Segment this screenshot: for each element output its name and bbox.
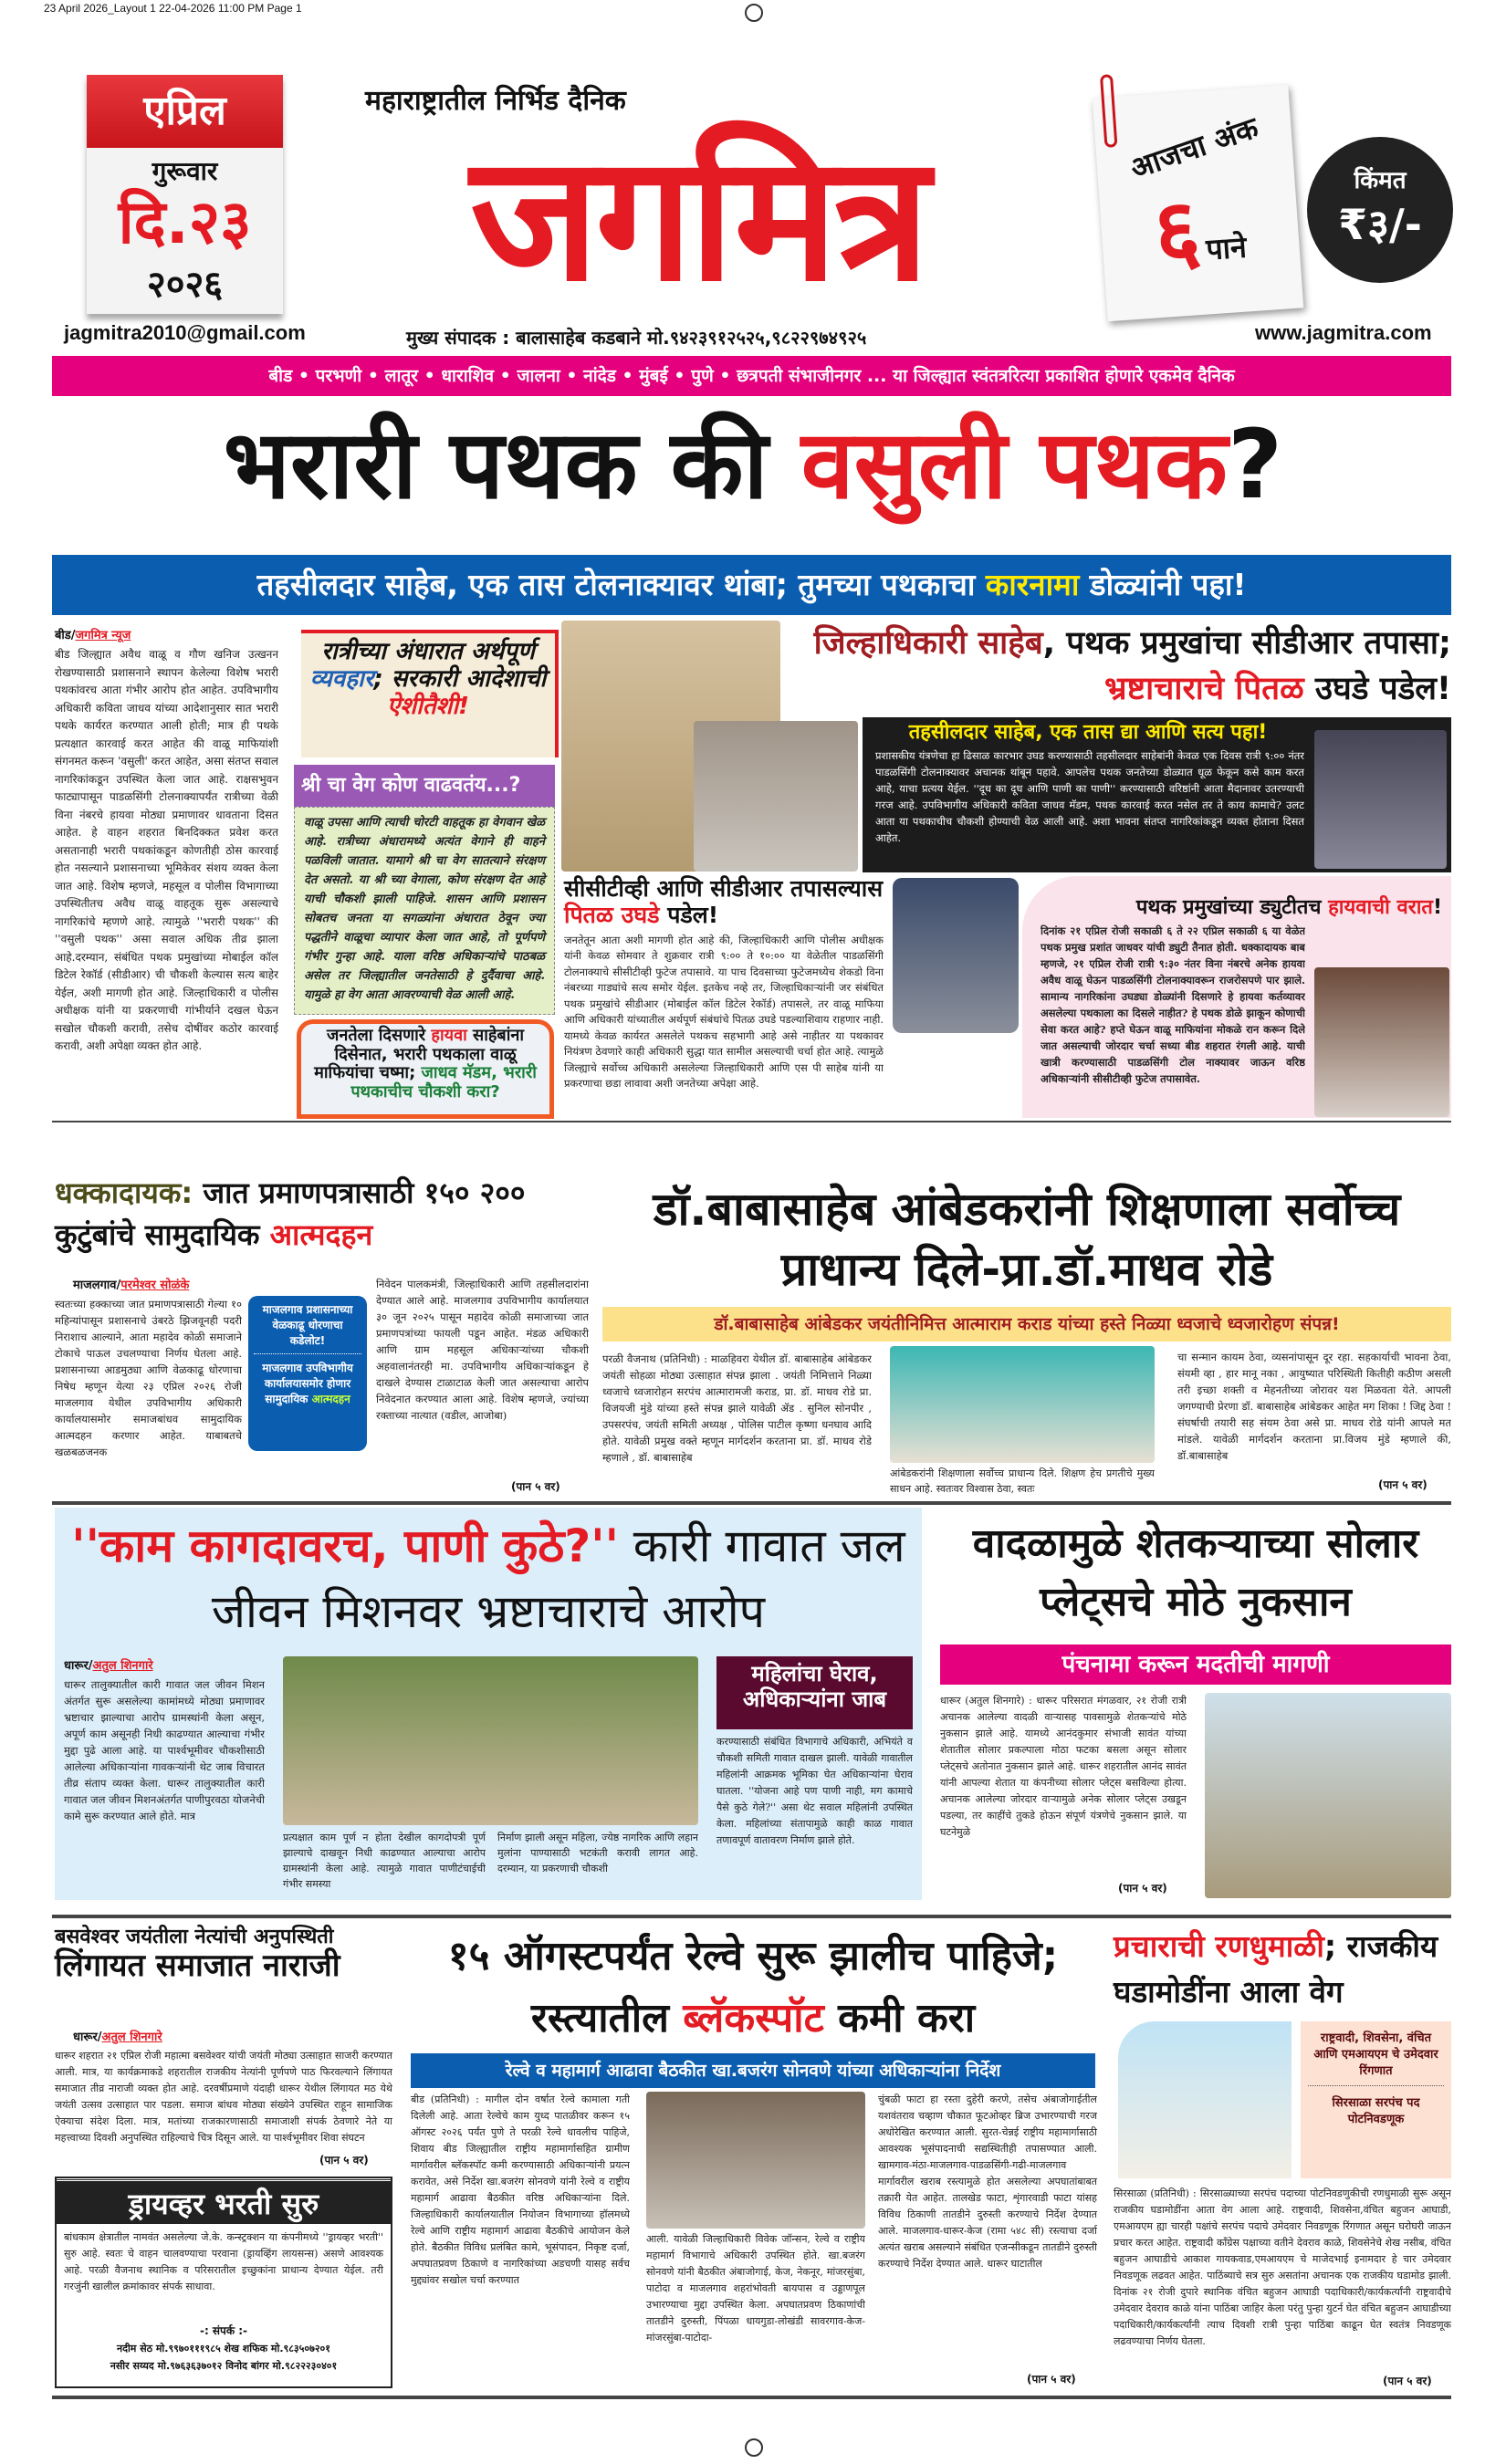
lead-article [55, 626, 278, 1113]
banner-highlight: कारनामा [985, 567, 1080, 602]
water-article [64, 1656, 265, 1898]
official-photo [1314, 967, 1449, 1117]
price-label: किंमत [1354, 167, 1407, 194]
caste-blue-box [248, 1296, 367, 1451]
headline-highlight: जिल्हाधिकारी साहेब [813, 625, 1043, 662]
byline [73, 1276, 189, 1292]
article-body: सिरसाळा (प्रतिनिधी) : सिरसाळ्याच्या सरपंच पदाच्या पोटनिवडणुकीची रणधुमाळी सुरू असून राजकीय घडामोडींना आता वेग आला आहे. राष्ट्रवादी, शिवसेना,वंचित बहुजन आघाडी, एमआयएम ह्या चारही पक्षांचे सरपंच पदाचे उमेदवार निवडणूक रिंगणात असून घरोघरी जाऊन प्रचार करत आहेत. राष्ट्रवादी कॉंग्रेस पक्षाच्या वतीने देवराव काळे, शिवसेनेचे शेख नसीब, वंचित बहुजन आघाडीचे आकाश गायकवाड,एमआयएम चे माजेदभाई इनामदार हे चार उमेदवार निवडणूक लढवत आहेत. पाठिंब्याचे सत्र सुरु असतांना अचानक एक राजकीय घडामोड झाली. दिनांक २१ रोजी दुपारे स्थानिक वंचित बहुजन आघाडी पदाधिकारी/कार्यकर्त्यांनी राष्ट्रवादीचे उमेदवार देवराव काळे यांना पाठिंबा जाहिर केला परंतु पुन्हा युटर्न घेत वंचित बहुजन आघाडीच्या पदाधिकारी/कार्यकर्त्यांनी त्याच दिवशी रात्री पुन्हा पाठिंबा काढून घेत स्वतंत्र निवडणूक लढवण्याचा निर्णय घेतला. [1114, 2187, 1451, 2347]
box-highlight: आत्मदहन [311, 1393, 350, 1405]
ad-contact-line: नदीम सेठ मो.९९७०१११९८५ शेख शफिक मो.९८३५०७२०१ [117, 2343, 330, 2354]
article-body: धारूर (अतुल शिनगारे) : धारूर परिसरात मंगळवार, २१ रोजी रात्री अचानक आलेल्या वादळी वाऱ्यासह पावसामुळे शेतकऱ्यांचे मोठे नुकसान झाले आहे. यामध्ये आनंदकुमार संभाजी सावंत यांच्या शेतातील सोलार प्रकल्पाला मोठा फटका बसला असून सोलार प्लेट्सचे अतोनात नुकसान झाले आहे. धारूर शहरातील आनंद सावंत यांनी आपल्या शेतात या कंपनीच्या सोलार प्लेट्स बसविल्या होत्या. अचानक आलेल्या जोरदार वाऱ्यामुळे अनेक सोलार प्लेट्स उखडून पडल्या, तर काहींचे तुकडे होऊन संपूर्ण यंत्रणेचे नुकसान झाले. या घटनेमुळे [940, 1695, 1187, 1838]
headline-text: , पथक प्रमुखांचा सीडीआर तपासा; [1042, 625, 1451, 662]
headline-text: ; राजकीय घडामोडींना आला वेग [1114, 1928, 1438, 2010]
article-body: बीड जिल्ह्यात अवैध वाळू व गौण खनिज उत्खनन रोखण्यासाठी प्रशासनाने स्थापन केलेल्या विशेष भरारी पथकांवरच आता गंभीर आरोप होत आहेत. उपविभागीय अधिकारी कविता जाधव यांच्या आदेशानुसार सात भरारी पथके कार्यरत करण्यात आली होती; मात्र ही पथके प्रत्यक्षात कारवाई करत आहेत की वाळू माफियांशी संगनमत करून 'वसुली' करत आहेत, असा संतप्त सवाल नागरिकांकडून उपस्थित केला जात आहे. राक्षसभुवन फाट्यापासून पाडळसिंगी टोलनाक्यापर्यंत रात्रीच्या वेळी विना नंबरचे हायवा मोठ्या प्रमाणावर धावताना दिसत आहेत. हे वाहन शहरात बिनदिक्कत प्रवेश करत असतानाही भरारी पथकांकडून कोणतीही ठोस कारवाई होत नसल्याने प्रशासनाच्या भूमिकेवर संशय व्यक्त केला जात आहे. विशेष म्हणजे, महसूल व पोलीस विभागाच्या उपस्थितीतच अवैध वाळू वाहतूक सुरू असल्याचे नागरिकांचे म्हणणे आहे. त्यामुळे ''भरारी पथक'' की ''वसुली पथक'' असा सवाल अधिक तीव्र झाला आहे.दरम्यान, संबंधित पथक प्रमुखांच्या मोबाईल कॉल डिटेल रेकॉर्ड (सीडीआर) ची चौकशी केल्यास सत्य बाहेर येईल, अशी मागणी होत आहे. जिल्हाधिकारी व पोलीस अधीक्षक यांनी या प्रकरणाची गांभीर्याने दखल घेऊन सखोल चौकशी करावी, तसेच दोषींवर कठोर कारवाई करावी, अशी अपेक्षा व्यक्त होत आहे. [55, 648, 278, 1052]
lead-headline-part: ? [1227, 409, 1283, 520]
chief-editor: मुख्य संपादक : बालासाहेब कडबाने मो.९४२३९१२५२५,९८२२९७४९२५ [406, 327, 867, 349]
article-body: परळी वैजनाथ (प्रतिनिधी) : माळहिवरा येथील डॉ. बाबासाहेब आंबेडकर जयंती सोहळा मोठ्या उत्साहात संपन्न झाला . जयंती निमित्ताने निळ्या ध्वजाचे ध्वजारोहन सरपंच आत्मारामजी कराड, प्रा. डॉ. माधव रोडे प्रा. विजयजी मुंडे यांच्या हस्ते संपन्न झाले यावेळी ॲड . सुनिल सोनपीर , उपसरपंच, जयंती समिती अध्यक्ष , पोलिस पाटील कृष्णा धनघाव आदि होते. यावेळी प्रमुख वक्ते म्हणून मार्गदर्शन करताना प्रा. डॉ. माधव रोडे म्हणाले , डॉ. बाबासाहेब [602, 1352, 872, 1464]
headline-highlight: आत्मदहन [269, 1217, 373, 1252]
collector-headline [787, 621, 1451, 715]
person-photo [694, 721, 858, 872]
pages-note [1093, 85, 1304, 321]
box-text: साहेबांना दिसेनात, भरारी पथकाला वाळू माफियांचा चष्मा; [314, 1026, 525, 1083]
box-text: सिरसाळा सरपंच पद पोटनिवडणूक [1332, 2096, 1420, 2126]
paperclip-icon [1100, 74, 1118, 148]
continued-label: (पान ५ वर) [1027, 2373, 1076, 2386]
article-body: आली. यावेळी जिल्हाधिकारी विवेक जॉन्सन, रेल्वे व राष्ट्रीय महामार्ग विभागाचे अधिकारी उपस्थित होते. खा.बजरंग सोनवणे यांनी बैठकीत अंबाजोगाई, केज, नेकनूर, मांजरसुंबा, पाटोदा व माजलगाव शहरांभोवती बायपास व उड्डाणपूल उभारण्याचा मुद्दा उपस्थित केला. अपघातप्रवण ठिकाणांची तातडीने दुरुस्ती, पिंपळा धायगुडा-लोखंडी सावरगाव-केज-मांजरसुंबा-पाटोदा- [646, 2233, 865, 2344]
continued-label: (पान ५ वर) [1383, 2375, 1432, 2387]
lingayat-headline [55, 1926, 392, 1984]
campaign-cartoon [1118, 2021, 1292, 2178]
article-body: चुंबळी फाटा हा रस्ता दुहेरी करणे, तसेच अंबाजोगाईतील यशवंतराव चव्हाण चौकात फूटओव्हर ब्रिज उभारण्याची गरज अधोरेखित करण्यात आली. सुरत-चेन्नई राष्ट्रीय महामार्गासाठी आवश्यक भूसंपादनाची सद्यस्थितीही तपासण्यात आली. खामगाव-मंठा-माजलगाव-पाडळसिंगी-गढी-माजलगाव मार्गावरील खराब रस्त्यामुळे होत असलेल्या अपघातांबाबत तक्रारी येत आहेत. तालखेड फाटा, शृंगारवाडी फाटा यांसह विविध ठिकाणी तातडीने दुरुस्ती करण्याचे निर्देश देण्यात आले. माजलगाव-धारूर-केज (रामा ५४८ सी) रस्त्याचा दर्जा अत्यंत खराब असल्याने संबंधित एजन्सीकडून तातडीने दुरुस्ती करण्याचे निर्देश देण्यात आले. धारूर घाटातील [878, 2093, 1097, 2270]
headline-highlight: ब्लॅकस्पॉट [683, 1995, 824, 2041]
box-highlight: हायवा [431, 1026, 467, 1045]
crosshair-registration-icon [745, 4, 763, 22]
headline-line: लिंगायत समाजात नाराजी [55, 1947, 340, 1985]
article-body: निवेदन पालकमंत्री, जिल्हाधिकारी आणि तहसीलदारांना देण्यात आले आहे. माजलगाव उपविभागीय कार्यालयात ३० जून २०२५ पासून महादेव कोळी समाजाच्या जात प्रमाणपत्रांच्या फायली पडून आहेत. मंडळ अधिकारी आणि ग्राम महसूल अधिकाऱ्यांच्या चौकशी अहवालानंतरही मा. उपविभागीय अधिकाऱ्यांकडून हे दाखले देण्यास टाळाटाळ केली जात असल्याचा आरोप निवेदनात करण्यात आला आहे. विशेष म्हणजे, ज्यांच्या रक्ताच्या नात्यात (वडील, आजोबा) [376, 1278, 589, 1422]
panchnama-strip: पंचनामा करून मदतीची मागणी [940, 1644, 1451, 1685]
purple-title: श्री चा वेग कोण वाढवतंय...? [294, 765, 555, 807]
byline-source: अतुल शिनगारे [101, 2031, 162, 2044]
headline-text: कारी गावात जल जीवन मिशनवर भ्रष्टाचाराचे आरोप [211, 1519, 905, 1638]
water-headline [64, 1513, 913, 1644]
solar-headline: वादळामुळे शेतकऱ्याच्या सोलार प्लेट्सचे मोठे नुकसान [972, 1520, 1419, 1625]
banner-text: डोळ्यांनी पहा! [1079, 567, 1247, 602]
box-text: ; सरकारी आदेशाची [373, 664, 547, 693]
caste-headline [55, 1172, 589, 1256]
headline-text: १५ ऑगस्टपर्यंत रेल्वे सुरू झालीच पाहिजे; रस्त्यातील [447, 1933, 1059, 2041]
continued-label: (पान ५ वर) [319, 2154, 369, 2166]
box-text: माजलगाव उपविभागीय कार्यालयासमोर होणार सामुदायिक [262, 1362, 353, 1405]
solar-photo [1205, 1693, 1451, 1898]
box-text: रात्रीच्या अंधारात अर्थपूर्ण [321, 638, 535, 665]
date-day-name: गुरूवार [152, 156, 218, 186]
tahsildar-body: प्रशासकीय यंत्रणेचा हा ढिसाळ कारभार उघड करण्यासाठी तहसीलदार साहेबांनी केवळ एक दिवस रात्री ९:०० नंतर पाडळसिंगी टोलनाक्यावर अचानक थांबून पहावे. आपलेच पथक जनतेच्या डोळ्यात धूळ फेकून कसे काम करत आहे, याचा प्रत्यय येईल. ''दूध का दूध आणि पाणी का पाणी'' करण्यासाठी वरिष्ठांनी आता मैदानावर उतरण्याची गरज आहे. उपविभागीय अधिकारी कविता जाधव मॅडम, पथक कारवाई करत नसेल तर ते काय कामाचे? उलट आता या पथकाचीच चौकशी होण्याची वेळ आली आहे. अशा भावना संतप्त नागरिकांकडून व्यक्त होताना दिसत आहेत. [875, 749, 1304, 845]
ad-title: ड्रायव्हर भरती सुरु [57, 2178, 391, 2224]
byline-source: अतुल शिनगारे [92, 1659, 153, 1673]
date-box [87, 75, 283, 314]
ad-contact-label: -: संपर्क :- [199, 2324, 248, 2337]
duty-body: दिनांक २१ एप्रिल रोजी सकाळी ६ ते २२ एप्रिल सकाळी ६ या वेळेत पथक प्रमुख प्रशांत जाधवर यांची ड्युटी तैनात होती. धक्कादायक बाब म्हणजे, २१ एप्रिल रोजी रात्री ९:३० नंतर विना नंबरचे अनेक हायवा अवैध वाळू घेऊन पाडळसिंगी टोलनाक्यावरून राजरोसपणे पार झाले. सामान्य नागरिकांना उघड्या डोळ्यांनी दिसणारे हे हायवा कर्तव्यावर असलेल्या पथकाला का दिसले नाहीत? हे पथक डोळे झाकून कोणाची सेवा करत आहे? हप्ते घेऊन वाळू माफियांना मोकळे रान करून दिले जात असल्याची जोरदार चर्चा सध्या बीड शहरात रंगली आहे. याची खात्री करण्यासाठी पाडळसिंगी टोल नाक्यावर जाऊन वरिष्ठ अधिकाऱ्यांनी सीसीटीव्ही फुटेज तपासावेत. [1041, 924, 1305, 1086]
ad-contact-line: नसीर सय्यद मो.९७६३६३७०१२ विनोद बांगर मो.९८२२२३०४०१ [110, 2360, 338, 2372]
lead-headline-part: भरारी पथक की [223, 409, 801, 520]
headline-highlight: हायवाची वरात [1328, 896, 1433, 919]
newspaper-logo: जगमित्र [470, 118, 926, 319]
headline-text: पडेल! [659, 901, 719, 928]
box-highlight: ऐशीतैशी! [387, 692, 469, 720]
article-body: स्वतःच्या हक्काच्या जात प्रमाणपत्रासाठी गेल्या १० महिन्यांपासून प्रशासनाचे उंबरठे झिजवूनही पदरी निराशाच आल्याने, आता महादेव कोळी समाजाने टोकाचे पाऊल उचलण्याचा निर्णय घेतला आहे. प्रशासनाच्या आडमुठ्या आणि वेळकाढू धोरणाचा निषेध म्हणून येत्या २३ एप्रिल २०२६ रोजी माजलगाव येथील उपविभागीय अधिकारी कार्यालयासमोर समाजबांधव सामुदायिक आत्मदहन करणार आहेत. याबाबतचे खळबळजनक [55, 1298, 242, 1458]
box-highlight: जाधव मॅडम, भरारी पथकाचीच चौकशी करा? [350, 1063, 537, 1102]
ambedkar-headline: डॉ.बाबासाहेब आंबेडकरांनी शिक्षणाला सर्वोच्च प्राधान्य दिले-प्रा.डॉ.माधव रोडे [653, 1183, 1401, 1296]
tagline: महाराष्ट्रातील निर्भिड दैनिक [365, 85, 626, 117]
driver-ad [55, 2177, 392, 2388]
railway-headline [411, 1926, 1095, 2050]
orange-box [297, 1019, 554, 1119]
ceremony-photo [890, 1346, 1155, 1463]
byline [55, 626, 278, 642]
meeting-photo [646, 2092, 865, 2229]
article-body: जनतेतून आता अशी मागणी होत आहे की, जिल्हाधिकारी आणि पोलीस अधीक्षक यांनी केवळ सोमवार ते शुक्रवार रात्री ९:०० ते १०:०० या वेळेतील पाडळसिंगी टोलनाक्याचे सीसीटीव्ही फुटेज तपासावे. या पाच दिवसाच्या फुटेजमध्येच शेकडो विना नंबरच्या गाड्यांचे सत्य समोर येईल. इतकेच नव्हे तर, जिल्हाधिकाऱ्यांनी जर संबंधित पथक प्रमुखांचे सीडीआर (मोबाईल कॉल डिटेल रेकॉर्ड) तपासले, तर वाळू माफिया आणि अधिकारी यांच्यातील अर्थपूर्ण संबंधांचे पितळ उघडे पडल्याशिवाय राहणार नाही. यामध्ये केवळ कार्यरत असलेले पथकच सहभागी आहे असे नाहीतर या पथकावर नियंत्रण ठेवणारे काही अधिकारी सुद्धा यात सामील असल्याची चर्चा होत आहे. त्यामुळे जिल्ह्याचे सर्वोच्च अधिकारी असलेल्या जिल्हाधिकारी आणि एस पी साहेब यांनी या प्रकरणाचा छडा लावावा अशी जनतेच्या अपेक्षा आहे. [564, 933, 884, 1090]
green-box: वाळू उपसा आणि त्याची चोरटी वाहतूक हा वेगवान खेळ आहे. रात्रीच्या अंधारामध्ये अत्यंत वेगाने ही वाहने पळविली जातात. यामागे श्री चा वेग सातत्याने संरक्षण देत असतो. या श्री च्या वेगाला, कोण संरक्षण देत आहे याची चौकशी झाली पाहिजे. शासन आणि प्रशासन सोबतच जनता या सगळ्यांना अंधारात ठेवून ज्या पद्धतीने वाळूचा व्यापार केला जात आहे, तो पूर्णपणे गंभीर गुन्हा आहे. याला वरिष्ठ अधिकाऱ्यांचे पाठबळ असेल तर जिल्ह्यातील जनतेसाठी हे दुर्दैवाचा आहे. यामुळे हा वेग आता आवरण्याची वेळ आली आहे. [294, 807, 555, 1015]
crosshair-registration-icon [745, 2438, 763, 2457]
box-text: जनतेला दिसणारे [326, 1026, 432, 1045]
article-body: धारूर तालुक्यातील कारी गावात जल जीवन मिशन अंतर्गत सुरू असलेल्या कामांमध्ये मोठ्या प्रमाणावर भ्रष्टाचार झाल्याचा आरोप ग्रामस्थांनी केला असून, अपूर्ण काम असूनही निधी काढण्यात आल्याचा गंभीर मुद्दा पुढे आला आहे. या पार्श्वभूमीवर चौकशीसाठी आलेल्या अधिकाऱ्यांना गावकऱ्यांनी थेट जाब विचारत तीव्र संताप व्यक्त केला. धारूर तालुक्यातील कारी गावात जल जीवन मिशनअंतर्गत पाणीपुरवठा योजनेची कामे सुरू करण्यात आले होते. मात्र [64, 1678, 265, 1822]
box-text: राष्ट्रवादी, शिवसेना, वंचित आणि एमआयएम चे उमेदवार रिंगणात [1313, 2031, 1438, 2078]
ad-body: बांधकाम क्षेत्रातील नामवंत असलेल्या जे.के. कन्स्ट्रक्शन या कंपनीमध्ये ''ड्रायव्हर भरती'' सुरु आहे. स्वतः चे वाहन चालवण्याचा परवाना (ड्रायव्हिंग लायसन्स) असणे आवश्यक आहे. परळी वैजनाथ स्थानिक व परिसरातील इच्छुकांना प्राधान्य देण्यात येईल. तरी गरजुंनी खालील क्रमांकावर संपर्क साधावा. [64, 2231, 383, 2292]
divider [52, 2396, 1451, 2399]
headline-line: बसवेश्वर जयंतीला नेत्यांची अनुपस्थिती [55, 1926, 334, 1948]
headline-text: कमी करा [823, 1995, 976, 2041]
truck-photo [893, 878, 1019, 1033]
article-body: बीड (प्रतिनिधी) : मागील दोन वर्षात रेल्वे कामाला गती दिलेली आहे. आता रेल्वेचे काम युध्द पातळीवर करून १५ ऑगस्ट २०२६ पर्यंत पुणे ते परळी रेल्वे धावलीच पाहिजे, शिवाय बीड जिल्ह्यातील राष्ट्रीय महामार्गासहित ग्रामीण मार्गावरील ब्लॅकस्पॉट कमी करण्यासाठी अधिकाऱ्यांनी प्रयत्न करावेत, असे निर्देश खा.बजरंग सोनवणे यांनी रेल्वे व राष्ट्रीय महामार्ग आढावा बैठकीत वरिष्ठ अधिकाऱ्यांना दिले. जिल्हाधिकारी कार्यालयातील नियोजन विभागाच्या हॉलमध्ये रेल्वे आणि राष्ट्रीय महामार्ग आढावा बैठकीचे आयोजन केले होते. बैठकीत विविध प्रलंबित कामे, भूसंपादन, निकृष्ट दर्जा, अपघातप्रवण ठिकाणे व नागरिकांच्या अडचणी यासह सर्वच मुद्द्यांवर सखोल चर्चा करण्यात [411, 2093, 630, 2286]
pages-unit: पाने [1205, 229, 1248, 267]
byline-place: धारूर/ [73, 2031, 102, 2044]
headline-prefix: धक्कादायक: [55, 1175, 204, 1210]
byline-source: परमेश्वर सोळंके [120, 1279, 190, 1292]
tahsildar-title: तहसीलदार साहेब, एक तास द्या आणि सत्य पहा! [908, 721, 1268, 744]
continued-label: (पान ५ वर) [1118, 1882, 1167, 1895]
price: ₹३/- [1338, 200, 1422, 249]
byline-source: जगमित्र न्यूज [75, 629, 131, 642]
continued-label: (पान ५ वर) [1378, 1478, 1428, 1491]
date-year: २०२६ [146, 264, 224, 306]
byline [64, 1656, 265, 1673]
byline [73, 2028, 162, 2044]
night-deal-box [301, 630, 559, 757]
women-box: महिलांचा घेराव, अधिकाऱ्यांना जाब [716, 1656, 913, 1729]
headline-text: ! [1432, 896, 1442, 919]
byline-place: बीड/ [55, 629, 76, 642]
pages-count: ६ [1151, 179, 1204, 285]
starburst-badge-icon [1307, 137, 1453, 283]
email[interactable]: jagmitra2010@gmail.com [64, 321, 306, 344]
headline-highlight: ''काम कागदावरच, पाणी कुठे?'' [71, 1519, 619, 1572]
railway-strip: रेल्वे व महामार्ग आढावा बैठकीत खा.बजरंग सोनवणे यांच्या अधिकाऱ्यांना निर्देश [411, 2053, 1095, 2088]
headline-highlight: पितळ उघडे [564, 901, 660, 928]
headline-text: उघडे पडेल! [1303, 671, 1451, 707]
headline-highlight: प्रचाराची रणधुमाळी [1114, 1928, 1324, 1964]
website[interactable]: www.jagmitra.com [1255, 321, 1432, 344]
ambedkar-strip: डॉ.बाबासाहेब आंबेडकर जयंतीनिमित्त आत्माराम कराड यांच्या हस्ते निळ्या ध्वजाचे ध्वजारोहण संपन्न! [602, 1307, 1451, 1342]
divider [52, 1915, 1451, 1918]
headline-highlight: भ्रष्टाचाराचे पितळ [1104, 671, 1304, 707]
pages-label: आजचा अंक [1125, 110, 1263, 186]
box-text: माजलगाव प्रशासनाच्या वेळकाढू धोरणाचा कडेलोट! [262, 1303, 353, 1347]
continued-label: (पान ५ वर) [511, 1480, 560, 1493]
article-body: चा सन्मान कायम ठेवा, व्यसनांपासून दूर रहा. सहकार्याची भावना ठेवा, संयमी व्हा , हार मानू नका , आयुष्यात परिस्थिती कितीही कठीण असली तरी इच्छा शक्ती व मेहनतीच्या जोरावर यश मिळवता येते. आपली जगण्याची प्रेरणा डॉ. बाबासाहेब आंबेडकर आहेत मग शिका ! जिद्द ठेवा ! संघर्षाची तयारी सह संयम ठेवा असे प्रा. माधव रोडे यांनी आपले मत मांडले. यावेळी मार्गदर्शन करताना प्रा.विजय मुंडे म्हणाले की, डॉ.बाबासाहेब [1177, 1351, 1451, 1462]
article-body: करण्यासाठी संबंधित विभागाचे अधिकारी, अभियंते व चौकशी समिती गावात दाखल झाली. यावेळी गावातील महिलांनी आक्रमक भूमिका घेत अधिकाऱ्यांना घेराव घातला. ''योजना आहे पण पाणी नाही, मग कामाचे पैसे कुठे गेले?'' असा थेट सवाल महिलांनी उपस्थित केला. महिलांच्या संतापामुळे काही काळ गावात तणावपूर्ण वातावरण निर्माण झाले होते. [716, 1736, 913, 1846]
banner-text: तहसीलदार साहेब, एक तास टोलनाक्यावर थांबा; तुमच्या पथकाचा [256, 567, 986, 602]
lead-banner [52, 555, 1451, 615]
villagers-photo [283, 1656, 698, 1825]
article-body: धारूर शहरात २१ एप्रिल रोजी महात्मा बसवेश्वर यांची जयंती मोठ्या उत्साहात साजरी करण्यात आली. मात्र, या कार्यक्रमाकडे शहरातील राजकीय नेत्यांनी पूर्णपणे पाठ फिरवल्याने लिंगायत समाजात तीव्र नाराजी व्यक्त होत आहे. दरवर्षीप्रमाणे यंदाही धारूर येथील लिंगायत मठ येथे जयंती उत्सव उत्साहात पार पडला. समाज बांधव मोठ्या संख्येने उपस्थित राहून सामाजिक ऐक्याचा संदेश दिला. मात्र, मतांच्या राजकारणासाठी समाजाशी संपर्क ठेवणारे नेते या महत्त्वाच्या दिवशी अनुपस्थित राहिल्याचे चित्र दिसून आले. या पार्श्वभूमीवर शिवा संघटन [55, 2050, 392, 2144]
duty-headline [1041, 896, 1442, 919]
byline-place: धारूर/ [64, 1659, 93, 1673]
article-body: प्रत्यक्षात काम पूर्ण न होता देखील कागदोपत्री पूर्ण झाल्याचे दाखवून निधी काढण्यात आल्याचा आरोप ग्रामस्थांनी केला आहे. त्यामुळे गावात पाणीटंचाईची गंभीर समस्या [283, 1832, 486, 1890]
date-month: एप्रिल [87, 75, 283, 148]
article-body: निर्माण झाली असून महिला, ज्येष्ठ नागरिक आणि लहान मुलांना पाण्यासाठी भटकंती करावी लागत आहे. दरम्यान, या प्रकरणाची चौकशी [497, 1832, 698, 1874]
edition-bar: बीड • परभणी • लातूर • धाराशिव • जालना • नांदेड • मुंबई • पुणे • छत्रपती संभाजीनगर ... या जिल्ह्यात स्वंतत्ररित्या प्रकाशित होणारे एकमेव दैनिक [52, 356, 1451, 396]
cctv-headline [564, 876, 884, 929]
cctv-article [564, 876, 884, 1118]
election-headline [1114, 1924, 1451, 2015]
date-day: दि.२३ [118, 187, 252, 257]
election-side-box [1301, 2021, 1451, 2178]
divider [52, 1501, 1451, 1505]
print-slug: 23 April 2026_Layout 1 22-04-2026 11:00 PM Page 1 [44, 2, 302, 15]
box-highlight: व्यवहार [309, 664, 374, 693]
headline-text: सीसीटीव्ही आणि सीडीआर तपासल्यास [564, 875, 884, 902]
lead-headline-highlight: वसुली पथक [800, 409, 1228, 520]
byline-place: माजलगाव/ [73, 1279, 121, 1292]
divider [52, 1121, 1451, 1122]
headline-text: जात प्रमाणपत्रासाठी १५० २०० कुटुंबांचे सामुदायिक [55, 1175, 526, 1252]
lead-headline [55, 411, 1451, 520]
tahsildar-photo [1314, 730, 1447, 869]
photo-caption: आंबेडकरांनी शिक्षणाला सर्वोच्च प्राधान्य दिले. शिक्षण हेच प्रगतीचे मुख्य साधन आहे. स्वतःवर विश्वास ठेवा, स्वतः [890, 1467, 1155, 1495]
headline-text: पथक प्रमुखांच्या ड्युटीतच [1135, 896, 1329, 919]
